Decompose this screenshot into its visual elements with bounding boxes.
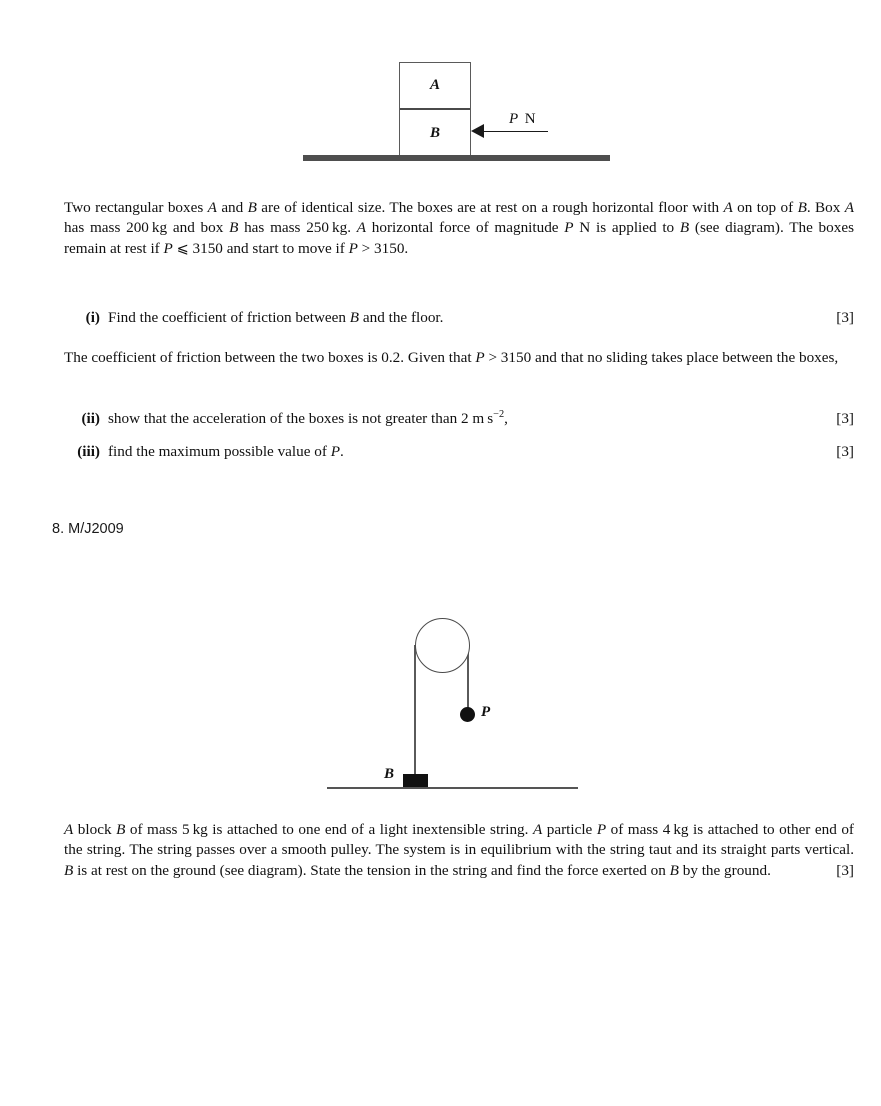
box-b-label: B [429, 125, 440, 141]
stacked-boxes-diagram [0, 0, 881, 180]
box-b [400, 110, 470, 157]
box-stack [399, 62, 471, 156]
question7-item-iii [64, 442, 854, 462]
section-heading-q8: 8. M/J2009 [52, 521, 124, 537]
force-magnitude-label [509, 111, 536, 128]
force-unit: N [524, 111, 537, 127]
ground-surface-thick [303, 155, 610, 161]
particle-p-label: P [481, 704, 491, 720]
force-arrow-shaft [474, 131, 548, 132]
item-marker: (i) [85, 309, 100, 326]
box-a [400, 63, 470, 110]
ground-surface-thin [327, 787, 578, 789]
item-text: show that the acceleration of the boxes is not greater than 2 m $s^{-2}$, [108, 408, 508, 427]
item-text: find the maximum possible value of P. [108, 443, 344, 460]
particle-p-dot [460, 707, 475, 722]
string-segment-left [414, 645, 416, 776]
item-marker: (ii) [81, 410, 100, 427]
item-marks: [3] [836, 443, 854, 460]
question7-item-i [64, 308, 854, 328]
question8-marks: [3] [836, 861, 854, 879]
item-marks: [3] [836, 309, 854, 326]
question7-paragraph-1: Two rectangular boxes A and B are of identical size. The boxes are at rest on a rough horizontal floor with A on top of B. Box A has mass 200 kg and box B has mass 250 kg. A horizontal force of magnitude P N is applied to B (see diagram). The boxes remain at rest if P ⩽ 3150 and start to move if P > 3150. [64, 199, 854, 257]
question8-text: A block B of mass 5 kg is attached to one end of a light inextensible string. A particle P of mass 4 kg is attached to other end of the string. The string passes over a smooth pulley. The system is in equilibrium with the string taut and its straight parts vertical. B is at rest on the ground (see diagram). State the tension in the string and find the force exerted on B by the ground. [64, 821, 854, 879]
question7-paragraph-2: The coefficient of friction between the two boxes is 0.2. Given that P > 3150 and that no sliding takes place between the boxes, [64, 349, 839, 366]
box-a-label: A [429, 77, 440, 93]
force-symbol: P [509, 111, 519, 127]
pulley-wheel [415, 618, 470, 673]
force-arrow-head-icon [471, 124, 484, 138]
question8-paragraph [64, 820, 854, 881]
question7-item-ii [64, 409, 854, 429]
block-b-shape [403, 774, 428, 789]
item-text: Find the coefficient of friction between B and the floor. [108, 309, 444, 326]
item-marker: (iii) [77, 443, 100, 460]
block-b-label: B [384, 766, 395, 782]
item-marks: [3] [836, 410, 854, 427]
string-segment-right [467, 645, 469, 711]
